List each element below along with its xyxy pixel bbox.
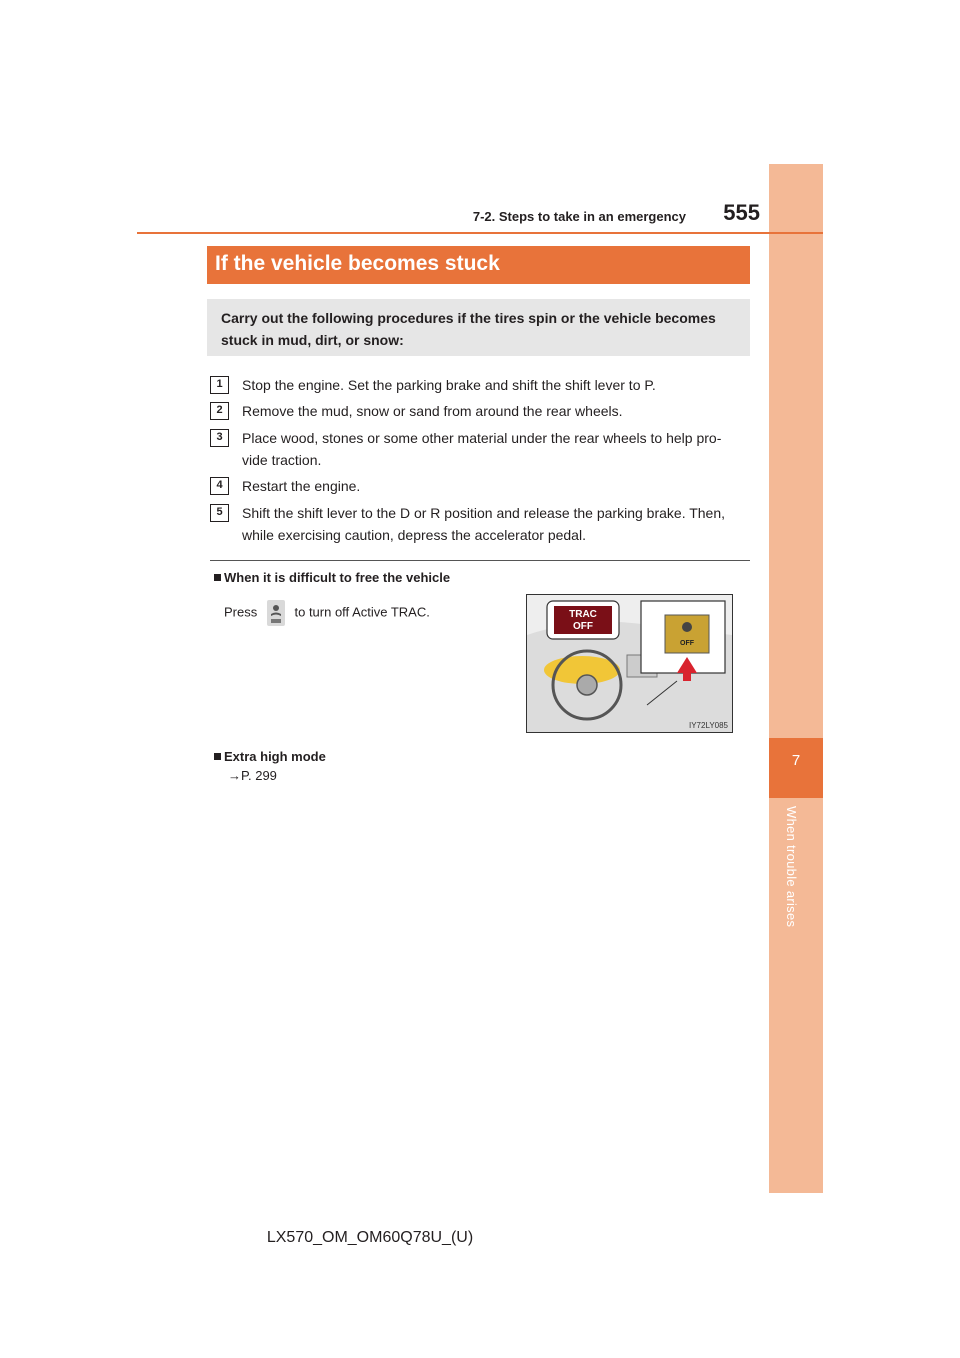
chapter-side-tab [769, 164, 823, 1193]
page-title: If the vehicle becomes stuck [215, 252, 500, 275]
button-off-label: OFF [680, 640, 694, 647]
step-text: Shift the shift lever to the D or R position and release the parking brake. Then, while exercising caution, depress the accelerator pedal. [242, 505, 726, 543]
page-number: 555 [723, 200, 760, 225]
section-heading-bar [207, 246, 750, 284]
callout-trac-line1: TRAC [569, 609, 597, 620]
figure-id: IY72LY085 [689, 721, 728, 730]
chapter-number: 7 [791, 752, 801, 769]
step-text: Remove the mud, snow or sand from around the rear wheels. [242, 403, 623, 419]
section-title: 7-2. Steps to take in an emergency [472, 209, 686, 224]
page-reference: →P. 299 [228, 768, 277, 783]
step-number: 2 [210, 402, 229, 420]
step-text: Stop the engine. Set the parking brake and shift the shift lever to P. [242, 377, 656, 393]
trac-off-illustration [526, 594, 733, 733]
callout-trac-line2: OFF [573, 621, 593, 632]
square-bullet-icon [214, 574, 221, 581]
dashboard-drawing [527, 595, 732, 732]
intro-text: Carry out the following procedures if the tires spin or the vehicle becomes stuck in mud, dirt, or snow: [221, 310, 716, 348]
footer-doc-code: LX570_OM_OM60Q78U_(U) [266, 1229, 474, 1246]
press-instruction: Press to turn off Active TRAC. [224, 600, 430, 626]
step-number: 4 [210, 477, 229, 495]
step-text: Place wood, stones or some other material under the rear wheels to help pro-vide traction. [242, 430, 722, 468]
trac-off-button-icon [267, 600, 285, 626]
section-divider [210, 560, 750, 561]
note-heading-extra: Extra high mode [214, 749, 326, 764]
header-rule [137, 232, 823, 234]
square-bullet-icon [214, 753, 221, 760]
intro-box [207, 299, 750, 356]
note-heading-difficult: When it is difficult to free the vehicle [214, 570, 450, 585]
step-text: Restart the engine. [242, 478, 361, 494]
step-number: 3 [210, 429, 229, 447]
step-number: 1 [210, 376, 229, 394]
chapter-title: When trouble arises [784, 806, 799, 928]
step-number: 5 [210, 504, 229, 522]
